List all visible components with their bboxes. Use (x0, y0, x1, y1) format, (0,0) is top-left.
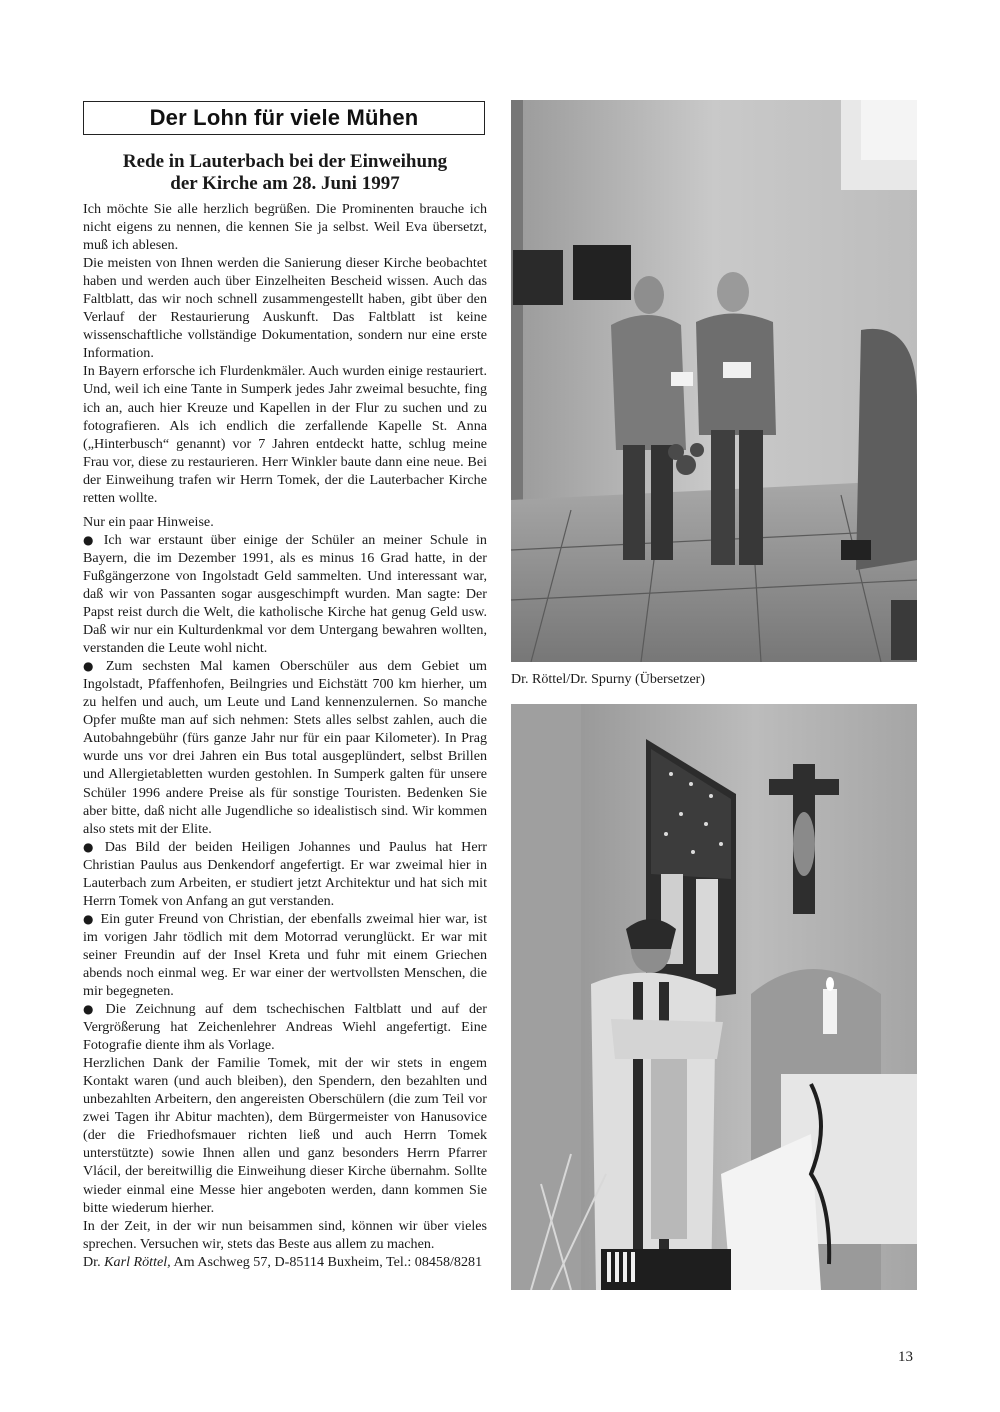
article-title: Der Lohn für viele Mühen (149, 105, 419, 130)
article-body (83, 200, 487, 1271)
bullet-icon: ● (83, 911, 95, 926)
paragraph: Ich möchte Sie alle herzlich begrüßen. Die Prominenten brauche ich nicht eigens zu nennen, die kennen Sie ja selbst. Weil Eva übersetzt, muß ich ablesen. (83, 201, 487, 254)
bullet-icon: ● (83, 1002, 100, 1017)
bullet-item (83, 838, 487, 910)
signature-address: Am Aschweg 57, D-85114 Buxheim, Tel.: 08458/8281 (170, 1253, 483, 1270)
paragraph: Herzlichen Dank der Familie Tomek, mit der wir stets in engem Kontakt waren (und auch bleiben), den Spendern, den bezahlten und unbezahlten Arbeitern, den angereisten Oberschülern (die zum Teil vor zwei Tagen ihr Abitur machten), dem Bürgermeister von Hanusovice (der die Friedhofsmauer richten ließ und auch Herrn Tomek unterstützte) sowie Ihnen allen und ganz besonders Herrn Pfarrer Vlácil, der bereitwillig die Einweihung dieser Kirche übernahm. Sollte wieder einmal eine Messe hier angeboten werden, dann kommen Sie bitte wiederum hierher. (83, 1055, 487, 1216)
bullet-item (83, 1000, 487, 1054)
subtitle-line: Rede in Lauterbach bei der Einweihung (122, 151, 448, 172)
photo-speakers-drawing (511, 100, 917, 662)
bullet-text: Ich war erstaunt über einige der Schüler an meiner Schule in Bayern, die im Dezember 1991, als es minus 16 Grad hatte, in der Fußgängerzone von Ingolstadt Geld sammelten. Und interessant war, daß wir von Passanten sogar ausgeschimpft wurden. Man sagte: Der Papst reist durch die Welt, die katholische Kirche hat genug Geld usw. Daß wir nur ein Kulturdenkmal vor dem Untergang bewahren wollten, verstanden die Leute wohl nicht. (83, 531, 487, 657)
paragraph: Nur ein paar Hinweise. (83, 513, 214, 530)
bullet-icon: ● (83, 532, 98, 547)
photo-caption: Dr. Röttel/Dr. Spurny (Übersetzer) (511, 672, 706, 687)
bullet-item (83, 531, 487, 657)
bullet-text: Die Zeichnung auf dem tschechischen Faltblatt und auf der Vergrößerung hat Zeichenlehrer Andreas Wiehl angefertigt. Eine Fotografie diente ihm als Vorlage. (83, 1001, 487, 1054)
paragraph: In der Zeit, in der wir nun beisammen sind, können wir über vieles sprechen. Versuchen wir, stets das Beste aus allem zu machen. (83, 1217, 487, 1252)
signature-prefix: Dr. (83, 1253, 105, 1270)
bullet-icon: ● (83, 839, 99, 854)
bullet-item (83, 657, 487, 837)
bullet-text: Ein guter Freund von Christian, der ebenfalls zweimal hier war, ist im vorigen Jahr tödlich mit dem Motorrad verunglückt. Er war mit seiner Freundin auf der Insel Kreta und fuhr mit einem Griechen abends noch einmal weg. Er war einer der wertvollsten Menschen, die mir begegneten. (83, 910, 487, 1000)
photo-priest (511, 704, 917, 1290)
paragraph: In Bayern erforsche ich Flurdenkmäler. Auch wurden einige restauriert. Und, weil ich eine Tante in Sumperk jedes Jahr zweimal besuchte, fing ich an, auch hier Kreuze und Kapellen in der Flur zu suchen und zu fotografieren. Als ich endlich die zerfallende Kapelle St. Anna („Hinterbusch“ genannt) vor 7 Jahren entdeckt hatte, schlug meine Frau vor, diese zu restaurieren. Herr Winkler baute dann eine neue. Bei der Einweihung trafen wir Herrn Tomek, der die Lauterbacher Kirche retten wollte. (83, 363, 487, 506)
bullet-text: Zum sechsten Mal kamen Oberschüler aus dem Gebiet um Ingolstadt, Pfaffenhofen, Beilngries und Eichstätt 700 km hierher, um zu helfen und auch, um Leute und Land kennenzulernen. So manche Opfer mußte man auf sich nehmen: Stets alles selbst zahlen, auch die Autobahngebühr (fürs ganze Jahr nur für ein paar Kilometer). In Prag wurde uns vor drei Jahren ein Bus total ausgeplündert, selbst Brillen und Allergietabletten wurden gestohlen. In Sumperk galten für unsere Schüler 1996 andere Preise als für sonstige Touristen. Bedenken Sie aber bitte, daß nicht alle Jugendliche so idealistisch sind. Wir kommen also stets mit der Elite. (83, 658, 487, 837)
title-box (83, 101, 485, 135)
signature-name: Karl Röttel, (104, 1253, 171, 1270)
bullet-text: Das Bild der beiden Heiligen Johannes und Paulus hat Herr Christian Paulus aus Denkendorf angefertigt. Er war zweimal hier in Lauterbach zum Arbeiten, er studiert jetzt Architektur und hat sich mit Herrn Tomek von Anfang an gut verstanden. (83, 838, 487, 909)
page-number: 13 (898, 1349, 913, 1365)
photo-priest-drawing (511, 704, 917, 1290)
photo-speakers (511, 100, 917, 662)
subtitle-line: der Kirche am 28. Juni 1997 (170, 173, 400, 194)
bullet-item (83, 910, 487, 1000)
paragraph: Die meisten von Ihnen werden die Sanierung dieser Kirche beobachtet haben und werden auch über Einzelheiten Bescheid wissen. Auch das Faltblatt, das wir noch schnell zusammengestellt haben, gibt über den Verlauf der Restaurierung Auskunft. Das Faltblatt ist keine wissenschaftliche vollständige Dokumentation, sondern nur eine erste Information. (83, 255, 487, 362)
article-subtitle (83, 151, 487, 195)
bullet-icon: ● (83, 659, 100, 674)
signature (83, 1253, 487, 1271)
